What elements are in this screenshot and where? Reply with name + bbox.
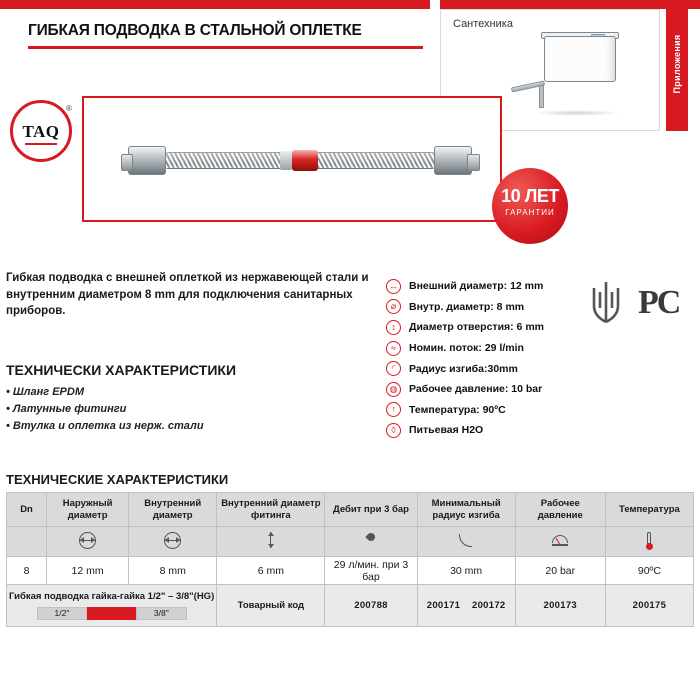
product-description: Гибкая подводка с внешней оплеткой из нержавеющей стали и внутренним диаметром 8 mm для подключения санитарных приборов. (6, 272, 369, 318)
registered-mark: ® (66, 104, 72, 113)
warranty-sub: ГАРАНТИИ (505, 208, 555, 217)
tech-section-title: ТЕХНИЧЕСКИ ХАРАКТЕРИСТИКИ (6, 362, 237, 378)
warranty-seal (492, 168, 568, 244)
product-name: Гибкая подводка гайка-гайка 1/2" – 3/8"(HG) (9, 591, 215, 603)
product-name-cell (7, 585, 217, 627)
inner-diameter-icon: ⌀ (386, 299, 401, 314)
ukraine-trident-icon (586, 278, 626, 326)
hose-sleeve-icon (280, 151, 292, 170)
hose-nut-left-icon (128, 146, 166, 175)
top-accent-bar-left (0, 0, 430, 9)
brand-logo-text: TAQ (22, 122, 60, 141)
fitting-diameter-icon (217, 527, 325, 557)
code-b: 200172 (472, 600, 506, 611)
thermometer-icon (605, 527, 693, 557)
technical-specification-table (6, 492, 694, 627)
size-strip (37, 607, 187, 620)
code-a: 200171 (426, 600, 461, 611)
table-icon-row (7, 527, 694, 557)
product-code: 200788 (325, 585, 417, 627)
drinking-water-icon: ◊ (386, 423, 401, 438)
column-header-flow: Дебит при 3 бар (325, 493, 417, 527)
bend-radius-icon (417, 527, 515, 557)
temperature-icon: ↑ (386, 402, 401, 417)
cistern-shadow (533, 110, 621, 116)
size-left: 1/2" (37, 607, 88, 620)
inner-diameter-icon (129, 527, 217, 557)
flow-icon (325, 527, 417, 557)
cell-bend-radius: 30 mm (417, 557, 515, 585)
spec-label: Внутр. диаметр: 8 mm (409, 300, 525, 313)
code-label-cell: Товарный код (217, 585, 325, 627)
product-hose-illustration (120, 140, 480, 182)
cell-outer-dia: 12 mm (47, 557, 129, 585)
flow-rate-icon: ≈ (386, 341, 401, 356)
table-header-row (7, 493, 694, 527)
size-right: 3/8" (136, 607, 187, 620)
spec-label: Номин. поток: 29 l/min (409, 342, 524, 355)
hose-red-marker-icon (292, 150, 318, 171)
cell-pressure: 20 bar (515, 557, 605, 585)
product-code (417, 585, 515, 627)
table-title: ТЕХНИЧЕСКИЕ ХАРАКТЕРИСТИКИ (6, 472, 229, 487)
column-header-fitting-dia: Внутренний диаметр фитинга (217, 493, 325, 527)
table-row (7, 557, 694, 585)
list-item (386, 400, 616, 421)
cistern-body-icon (544, 36, 616, 82)
column-header-bend-radius: Минимальный радиус изгиба (417, 493, 515, 527)
cell-flow: 29 л/мин. при 3 бар (325, 557, 417, 585)
page-title: ГИБКАЯ ПОДВОДКА В СТАЛЬНОЙ ОПЛЕТКЕ (28, 22, 362, 39)
product-code: 200175 (605, 585, 693, 627)
brand-logo (10, 100, 72, 162)
size-strip-marker (87, 607, 136, 620)
side-tab-applications (666, 9, 688, 131)
list-item (386, 379, 616, 400)
list-item: • Латунные фитинги (6, 403, 127, 416)
spec-label: Рабочее давление: 10 bar (409, 383, 543, 396)
spec-label: Диаметр отверстия: 6 mm (409, 321, 544, 334)
bend-radius-icon: ◜ (386, 361, 401, 376)
column-header-inner-dia: Внутренний диаметр (129, 493, 217, 527)
warranty-years: 10 ЛЕТ (501, 186, 559, 206)
cell-inner-dia: 8 mm (129, 557, 217, 585)
hose-nut-right-icon (434, 146, 472, 175)
hole-diameter-icon: ↕ (386, 320, 401, 335)
spec-list (386, 276, 616, 441)
outer-diameter-icon (47, 527, 129, 557)
table-row-product-codes (7, 585, 694, 627)
working-pressure-icon: ◍ (386, 382, 401, 397)
list-item: • Втулка и оплетка из нерж. стали (6, 420, 204, 433)
list-item: • Шланг EPDM (6, 386, 84, 398)
cell-temperature: 90ºC (605, 557, 693, 585)
brand-logo-bar (25, 143, 57, 145)
pressure-gauge-icon (515, 527, 605, 557)
list-item (386, 338, 616, 359)
spec-label: Питьевая H2O (409, 424, 484, 437)
tech-feature-list (6, 384, 306, 435)
column-header-temperature: Температура (605, 493, 693, 527)
list-item (386, 420, 616, 441)
photo-caption: Сантехника (453, 18, 513, 30)
list-item (386, 358, 616, 379)
top-accent-bar-right (440, 0, 700, 9)
outer-diameter-icon: ↔ (386, 279, 401, 294)
cell-fitting-dia: 6 mm (217, 557, 325, 585)
spec-label: Температура: 90ºC (409, 403, 506, 416)
product-code: 200173 (515, 585, 605, 627)
list-item (386, 317, 616, 338)
gost-certification-mark: PC (638, 284, 680, 321)
column-header-outer-dia: Наружный диаметр (47, 493, 129, 527)
spec-label: Радиус изгиба:30mm (409, 362, 518, 375)
title-underline (28, 46, 423, 49)
column-header-pressure: Рабочее давление (515, 493, 605, 527)
list-item (386, 276, 616, 297)
spec-label: Внешний диаметр: 12 mm (409, 280, 544, 293)
icon-cell-empty (7, 527, 47, 557)
column-header-dn: Dn (7, 493, 47, 527)
cell-dn: 8 (7, 557, 47, 585)
side-tab-label: Приложения (672, 34, 682, 94)
list-item (386, 297, 616, 318)
